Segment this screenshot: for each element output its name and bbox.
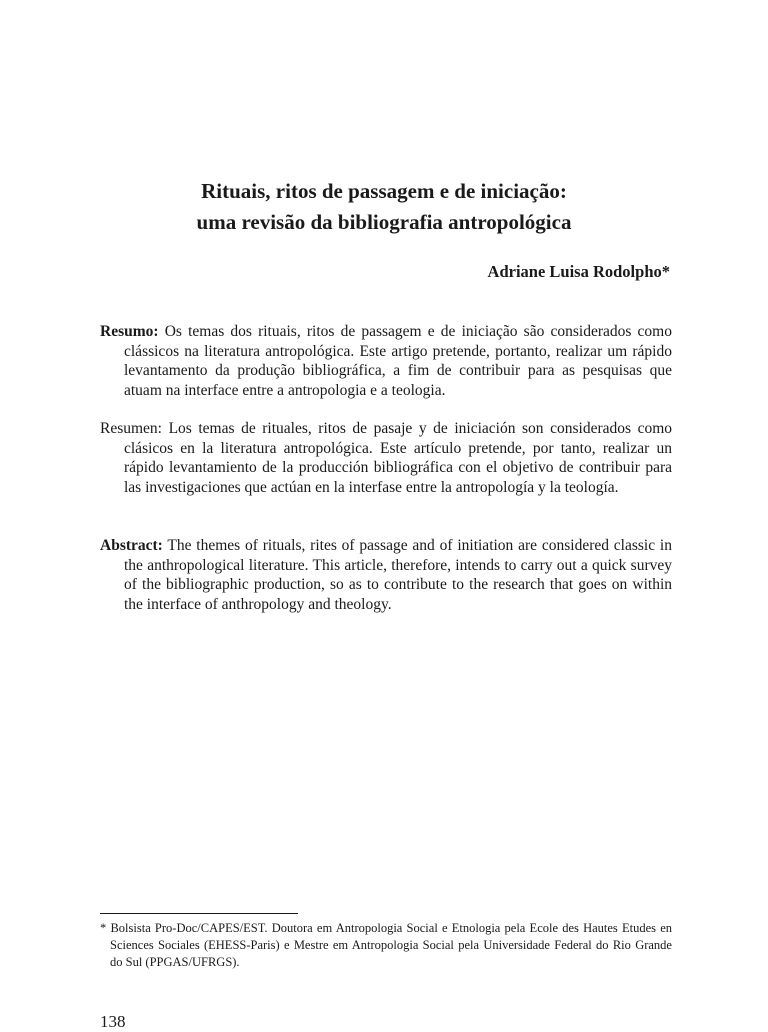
article-title bbox=[0, 176, 768, 238]
resumen-text: Los temas de rituales, ritos de pasaje y de iniciación son considerados como clásicos en la literatura antropológica. Este artículo pretende, por tanto, realizar un rápido levantamiento de la producción bibliográfica con el objetivo de contribuir para las investigaciones que actúan en la interfase entre la antropología y la teología. bbox=[124, 420, 673, 496]
resumo-text: Os temas dos rituais, ritos de passagem e de iniciação são considerados como clássicos na literatura antropológica. Este artigo pretende, portanto, realizar um rápido levantamento da produção bibliográfica, a fim de contribuir para as pesquisas que atuam na interface entre a antropologia e a teologia. bbox=[124, 323, 672, 399]
resumo-label: Resumo: bbox=[100, 323, 159, 340]
page-number: 138 bbox=[100, 1012, 126, 1031]
resumen-label: Resumen: bbox=[100, 420, 162, 437]
abstract-paragraph bbox=[100, 536, 672, 614]
abstract-label: Abstract: bbox=[100, 537, 163, 554]
footnote bbox=[100, 920, 672, 971]
title-line-2: uma revisão da bibliografia antropológica bbox=[196, 210, 572, 234]
footnote-divider bbox=[100, 913, 298, 914]
resumen-paragraph bbox=[100, 419, 672, 497]
footnote-text: Bolsista Pro-Doc/CAPES/EST. Doutora em Antropologia Social e Etnologia pela Ecole des Hautes Etudes en Sciences Sociales (EHESS-Paris) e Mestre em Antropologia Social pela Universidade Federal do Rio Grande do Sul (PPGAS/UFRGS). bbox=[110, 921, 672, 969]
abstract-text: The themes of rituals, rites of passage and of initiation are considered classic in the anthropological literature. This article, therefore, intends to carry out a quick survey of the bibliographic production, so as to contribute to the research that goes on within the interface of anthropology and theology. bbox=[124, 537, 672, 613]
footnote-marker: * bbox=[100, 921, 107, 935]
author-name: Adriane Luisa Rodolpho* bbox=[487, 262, 670, 281]
title-line-1: Rituais, ritos de passagem e de iniciação: bbox=[201, 179, 567, 203]
resumo-paragraph bbox=[100, 322, 672, 400]
